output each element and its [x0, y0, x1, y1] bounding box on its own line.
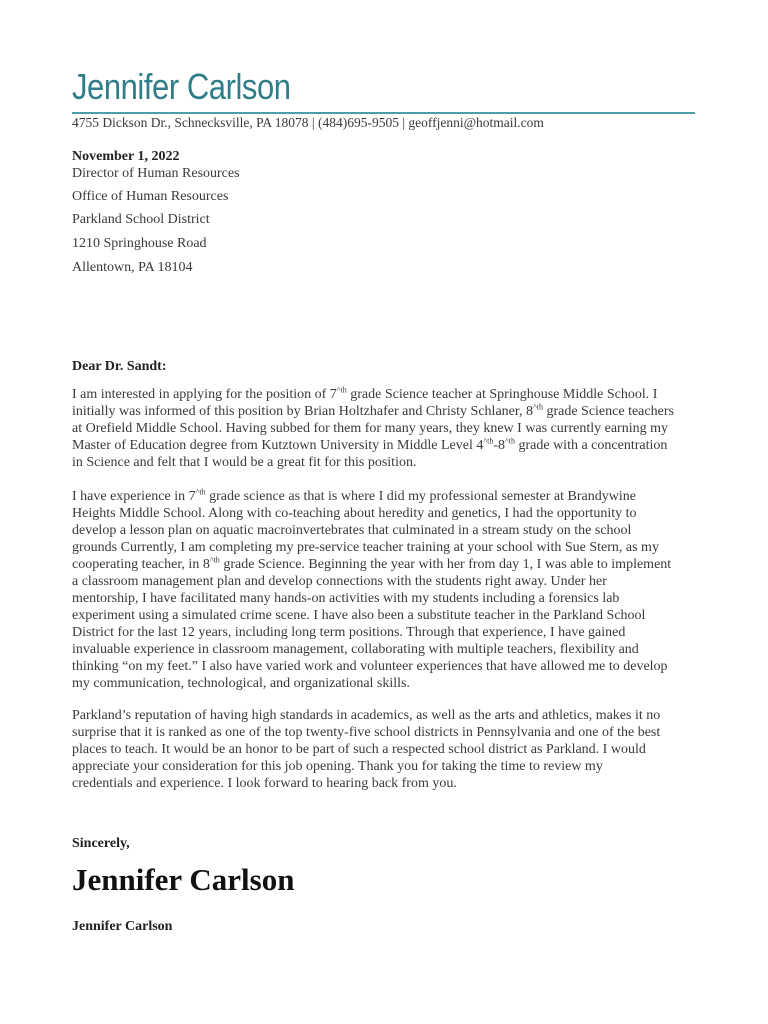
text-segment: I am interested in applying for the position of 7 — [72, 387, 337, 402]
text-segment: grade science as that is where I did my professional semester at Brandywine — [205, 489, 636, 504]
text-segment: grade Science teacher at Springhouse Middle School. I — [346, 387, 658, 402]
text-segment: thinking “on my feet.” I also have varied work and volunteer experiences that have allowed me to develop — [72, 659, 668, 674]
paragraph-line — [72, 403, 674, 420]
paragraph-line — [72, 539, 671, 556]
paragraph-line — [72, 573, 671, 590]
paragraph-line — [72, 624, 671, 641]
ordinal-superscript: ^th — [209, 555, 220, 565]
text-segment: my communication, technological, and organizational skills. — [72, 676, 410, 691]
contact-info: 4755 Dickson Dr., Schnecksville, PA 18078 | (484)695-9505 | geoffjenni@hotmail.com — [72, 115, 544, 130]
paragraph-line — [72, 641, 671, 658]
text-segment: appreciate your consideration for this job opening. Thank you for taking the time to review my — [72, 759, 603, 774]
paragraph-line — [72, 420, 674, 437]
text-segment: Parkland’s reputation of having high standards in academics, as well as the arts and athletics, makes it no — [72, 708, 661, 723]
text-segment: grade with a concentration — [514, 438, 668, 453]
text-segment: I have experience in 7 — [72, 489, 196, 504]
text-segment: at Orefield Middle School. Having subbed for them for many years, they knew I was currently earning my — [72, 421, 668, 436]
paragraph-line — [72, 522, 671, 539]
paragraph-line — [72, 505, 671, 522]
text-segment: develop a lesson plan on aquatic macroinvertebrates that culminated in a stream study on the school — [72, 523, 632, 538]
signature: Jennifer Carlson — [72, 862, 295, 897]
text-segment: places to teach. It would be an honor to be part of such a respected school district as Parkland. I would — [72, 742, 646, 757]
paragraph-line — [72, 488, 671, 505]
recipient-line: Allentown, PA 18104 — [72, 260, 193, 275]
ordinal-superscript: ^th — [483, 436, 494, 446]
ordinal-superscript: ^th — [532, 402, 543, 412]
paragraph-line — [72, 658, 671, 675]
closing: Sincerely, — [72, 836, 130, 851]
paragraph-line — [72, 454, 674, 471]
text-segment: mentorship, I have facilitated many hands-on activities with my students including a forensics lab — [72, 591, 620, 606]
text-segment: grade Science teachers — [542, 404, 674, 419]
paragraph-line — [72, 386, 674, 403]
text-segment: grounds Currently, I am completing my pre-service teacher training at your school with Sue Stern, as my — [72, 540, 659, 555]
paragraph-line — [72, 675, 671, 692]
recipient-line: 1210 Springhouse Road — [72, 236, 207, 251]
ordinal-superscript: ^th — [195, 487, 206, 497]
letterhead-name: Jennifer Carlson — [72, 66, 291, 107]
text-segment: credentials and experience. I look forward to hearing back from you. — [72, 776, 457, 791]
text-segment: invaluable experience in classroom management, collaborating with multiple teachers, flexibility and — [72, 642, 639, 657]
body-paragraph — [72, 707, 660, 792]
recipient-line: Parkland School District — [72, 212, 210, 227]
paragraph-line — [72, 724, 660, 741]
text-segment: District for the last 12 years, including long term positions. Through that experience, I have gained — [72, 625, 626, 640]
paragraph-line — [72, 556, 671, 573]
salutation: Dear Dr. Sandt: — [72, 359, 167, 374]
paragraph-line — [72, 607, 671, 624]
header-divider — [72, 112, 695, 114]
paragraph-line — [72, 775, 660, 792]
text-segment: in Science and felt that I would be a great fit for this position. — [72, 455, 417, 470]
ordinal-superscript: ^th — [505, 436, 515, 446]
text-segment: initially was informed of this position by Brian Holtzhafer and Christy Schlaner, 8 — [72, 404, 533, 419]
text-segment: cooperating teacher, in 8 — [72, 557, 210, 572]
text-segment: Master of Education degree from Kutztown University in Middle Level 4 — [72, 438, 484, 453]
paragraph-line — [72, 590, 671, 607]
ordinal-superscript: ^th — [336, 385, 347, 395]
paragraph-line — [72, 707, 660, 724]
text-segment: grade Science. Beginning the year with her from day 1, I was able to implement — [219, 557, 672, 572]
printed-name: Jennifer Carlson — [72, 919, 173, 934]
paragraph-line — [72, 437, 674, 454]
paragraph-line — [72, 758, 660, 775]
text-segment: surprise that it is ranked as one of the top twenty-five school districts in Pennsylvania and one of the best — [72, 725, 661, 740]
recipient-line: Director of Human Resources — [72, 166, 240, 181]
text-segment: Heights Middle School. Along with co-teaching about heredity and genetics, I had the opportunity to — [72, 506, 637, 521]
paragraph-line — [72, 741, 660, 758]
body-paragraph — [72, 488, 671, 692]
letter-date: November 1, 2022 — [72, 149, 180, 164]
body-paragraph — [72, 386, 674, 471]
recipient-line: Office of Human Resources — [72, 189, 229, 204]
text-segment: -8 — [493, 438, 505, 453]
text-segment: experiment using a simulated crime scene. I have also been a substitute teacher in the Parkland School — [72, 608, 646, 623]
text-segment: a classroom management plan and develop connections with the students right away. Under her — [72, 574, 607, 589]
